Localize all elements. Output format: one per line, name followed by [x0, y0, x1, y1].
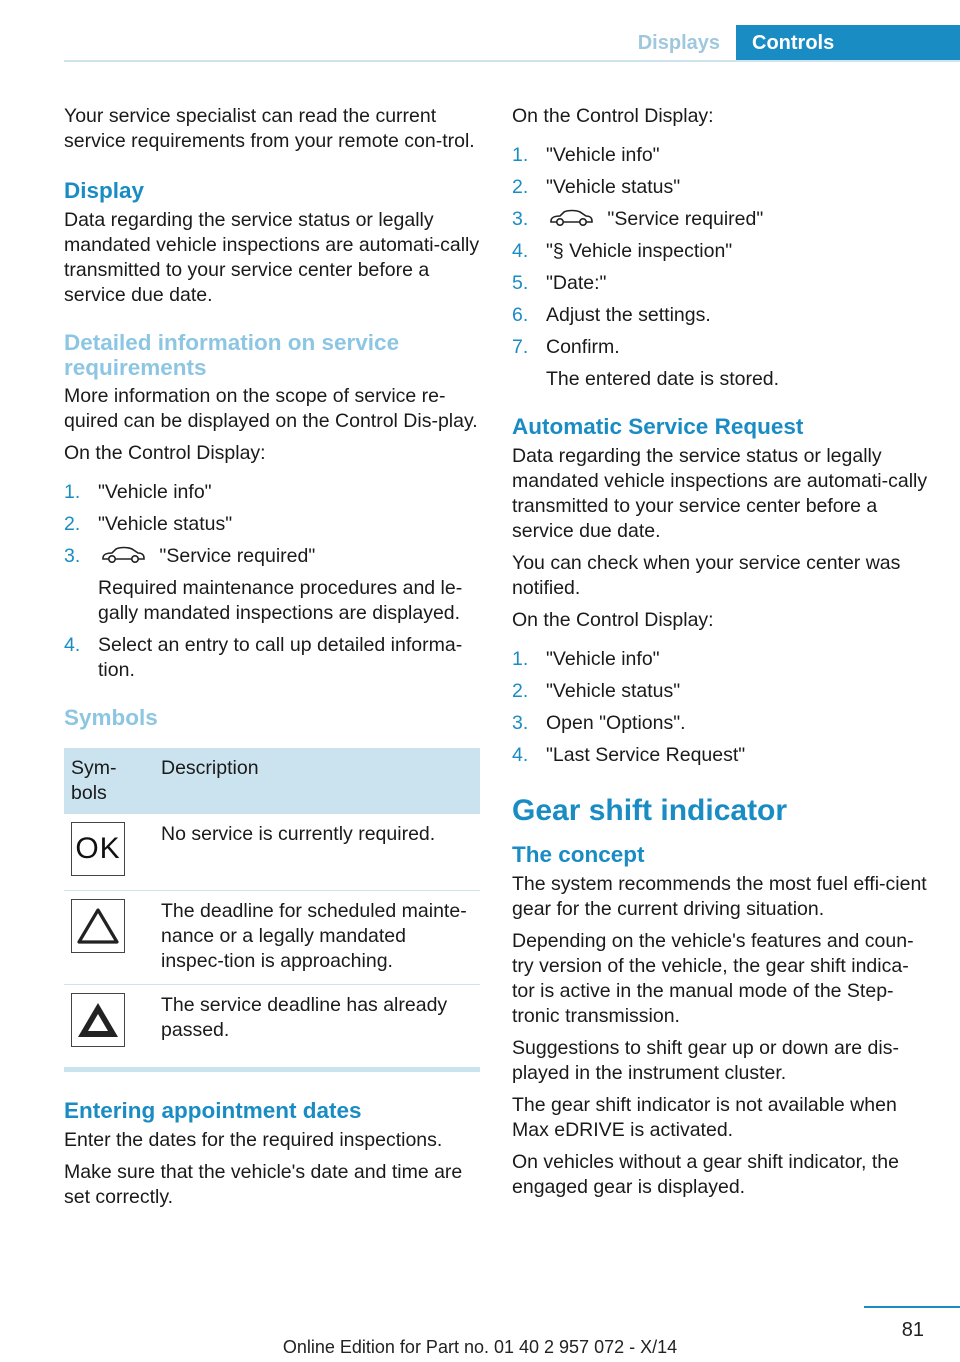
list-item	[512, 303, 928, 328]
display-heading: Display	[64, 178, 145, 203]
table-row	[64, 814, 480, 891]
list-item	[512, 239, 928, 264]
step-text: "Vehicle info"	[546, 144, 660, 166]
asr-paragraph: Data regarding the service status or legally mandated vehicle inspections are automati-cally transmitted to your service center before a service due date.	[512, 445, 928, 542]
on-control-label: On the Control Display:	[512, 105, 714, 127]
step-text: "Service required"	[159, 545, 316, 567]
left-column	[64, 104, 480, 1217]
step-subtext: Required maintenance procedures and le-gally mandated inspections are displayed.	[98, 577, 463, 624]
list-item	[512, 175, 928, 200]
header-divider	[64, 60, 960, 62]
detail-heading: Detailed information on service requirements	[64, 330, 400, 380]
filled-warning-triangle-icon	[71, 993, 125, 1047]
tab-displays: Displays	[637, 32, 720, 54]
warning-triangle-icon	[71, 899, 125, 953]
list-item	[64, 480, 480, 505]
step-number: 2.	[64, 513, 81, 535]
asr-steps-list	[512, 647, 928, 768]
step-text: "Last Service Request"	[546, 744, 746, 766]
step-text: "Vehicle info"	[546, 648, 660, 670]
list-item	[512, 679, 928, 704]
step-number: 5.	[512, 272, 529, 294]
list-item	[64, 544, 480, 626]
symbols-heading: Symbols	[64, 705, 158, 730]
step-subtext: The entered date is stored.	[546, 368, 780, 390]
description-cell: No service is currently required.	[154, 814, 480, 891]
gear-paragraph: Suggestions to shift gear up or down are dis-played in the instrument cluster.	[512, 1037, 899, 1084]
header-description: Description	[154, 748, 480, 814]
detail-paragraph: More information on the scope of service re-quired can be displayed on the Control Dis-play.	[64, 385, 478, 432]
edition-footer: Online Edition for Part no. 01 40 2 957 072 - X/14	[282, 1337, 678, 1357]
symbol-cell	[64, 985, 154, 1070]
step-text: "Date:"	[546, 272, 607, 294]
list-item	[64, 512, 480, 537]
step-number: 4.	[512, 240, 529, 262]
step-text: "§ Vehicle inspection"	[546, 240, 733, 262]
header-symbols: Sym-bols	[64, 748, 154, 814]
gear-paragraph: Depending on the vehicle's features and coun-try version of the vehicle, the gear shift indica-tor is active in the manual mode of the Step-tronic transmission.	[512, 930, 914, 1027]
gear-shift-heading: Gear shift indicator	[512, 794, 788, 827]
step-number: 7.	[512, 336, 529, 358]
inspection-steps-list	[512, 143, 928, 392]
intro-paragraph: Your service specialist can read the current service requirements from your remote con-trol.	[64, 105, 475, 152]
step-text: Open "Options".	[546, 712, 686, 734]
page-number: 81	[901, 1319, 924, 1341]
list-item	[64, 633, 480, 683]
list-item	[512, 647, 928, 672]
step-text: Confirm.	[546, 336, 620, 358]
appointment-paragraph: Make sure that the vehicle's date and time are set correctly.	[64, 1161, 463, 1208]
right-column	[512, 104, 928, 1207]
car-icon	[548, 208, 594, 228]
step-number: 6.	[512, 304, 529, 326]
car-icon	[100, 545, 146, 565]
step-text: Select an entry to call up detailed informa-tion.	[98, 634, 463, 681]
step-number: 2.	[512, 176, 529, 198]
description-cell: The deadline for scheduled mainte-nance or a legally mandated inspec-tion is approaching.	[154, 891, 480, 985]
step-text: "Vehicle status"	[546, 680, 681, 702]
table-row	[64, 891, 480, 985]
gear-paragraph: The system recommends the most fuel effi-cient gear for the current driving situation.	[512, 873, 927, 920]
step-text: "Vehicle info"	[98, 481, 212, 503]
concept-heading: The concept	[512, 842, 645, 867]
gear-paragraph: The gear shift indicator is not available when Max eDRIVE is activated.	[512, 1094, 897, 1141]
ok-icon-text: OK	[75, 832, 121, 865]
symbols-table	[64, 748, 480, 1072]
ok-icon	[71, 822, 125, 876]
list-item	[512, 271, 928, 296]
asr-heading: Automatic Service Request	[512, 414, 804, 439]
table-row	[64, 985, 480, 1070]
step-text: "Vehicle status"	[546, 176, 681, 198]
description-cell: The service deadline has already passed.	[154, 985, 480, 1070]
step-text: "Vehicle status"	[98, 513, 233, 535]
step-number: 3.	[512, 712, 529, 734]
step-number: 1.	[512, 648, 529, 670]
service-steps-list	[64, 480, 480, 683]
step-number: 1.	[512, 144, 529, 166]
step-number: 1.	[64, 481, 81, 503]
step-text: "Service required"	[607, 208, 764, 230]
appointment-paragraph: Enter the dates for the required inspections.	[64, 1129, 443, 1151]
step-number: 3.	[64, 545, 81, 567]
display-paragraph: Data regarding the service status or legally mandated vehicle inspections are automati-cally transmitted to your service center before a service due date.	[64, 209, 480, 306]
table-header-row	[64, 748, 480, 814]
list-item	[512, 335, 928, 392]
list-item	[512, 207, 928, 232]
on-control-label: On the Control Display:	[512, 609, 714, 631]
symbol-cell	[64, 814, 154, 891]
tab-controls: Controls	[736, 25, 960, 61]
symbol-cell	[64, 891, 154, 985]
gear-paragraph: On vehicles without a gear shift indicator, the engaged gear is displayed.	[512, 1151, 899, 1198]
step-number: 4.	[512, 744, 529, 766]
list-item	[512, 743, 928, 768]
asr-paragraph: You can check when your service center was notified.	[512, 552, 901, 599]
appointment-heading: Entering appointment dates	[64, 1098, 362, 1123]
step-number: 2.	[512, 680, 529, 702]
on-control-label: On the Control Display:	[64, 442, 266, 464]
step-number: 4.	[64, 634, 81, 656]
step-number: 3.	[512, 208, 529, 230]
footer-divider	[864, 1306, 960, 1308]
step-text: Adjust the settings.	[546, 304, 711, 326]
list-item	[512, 711, 928, 736]
list-item	[512, 143, 928, 168]
